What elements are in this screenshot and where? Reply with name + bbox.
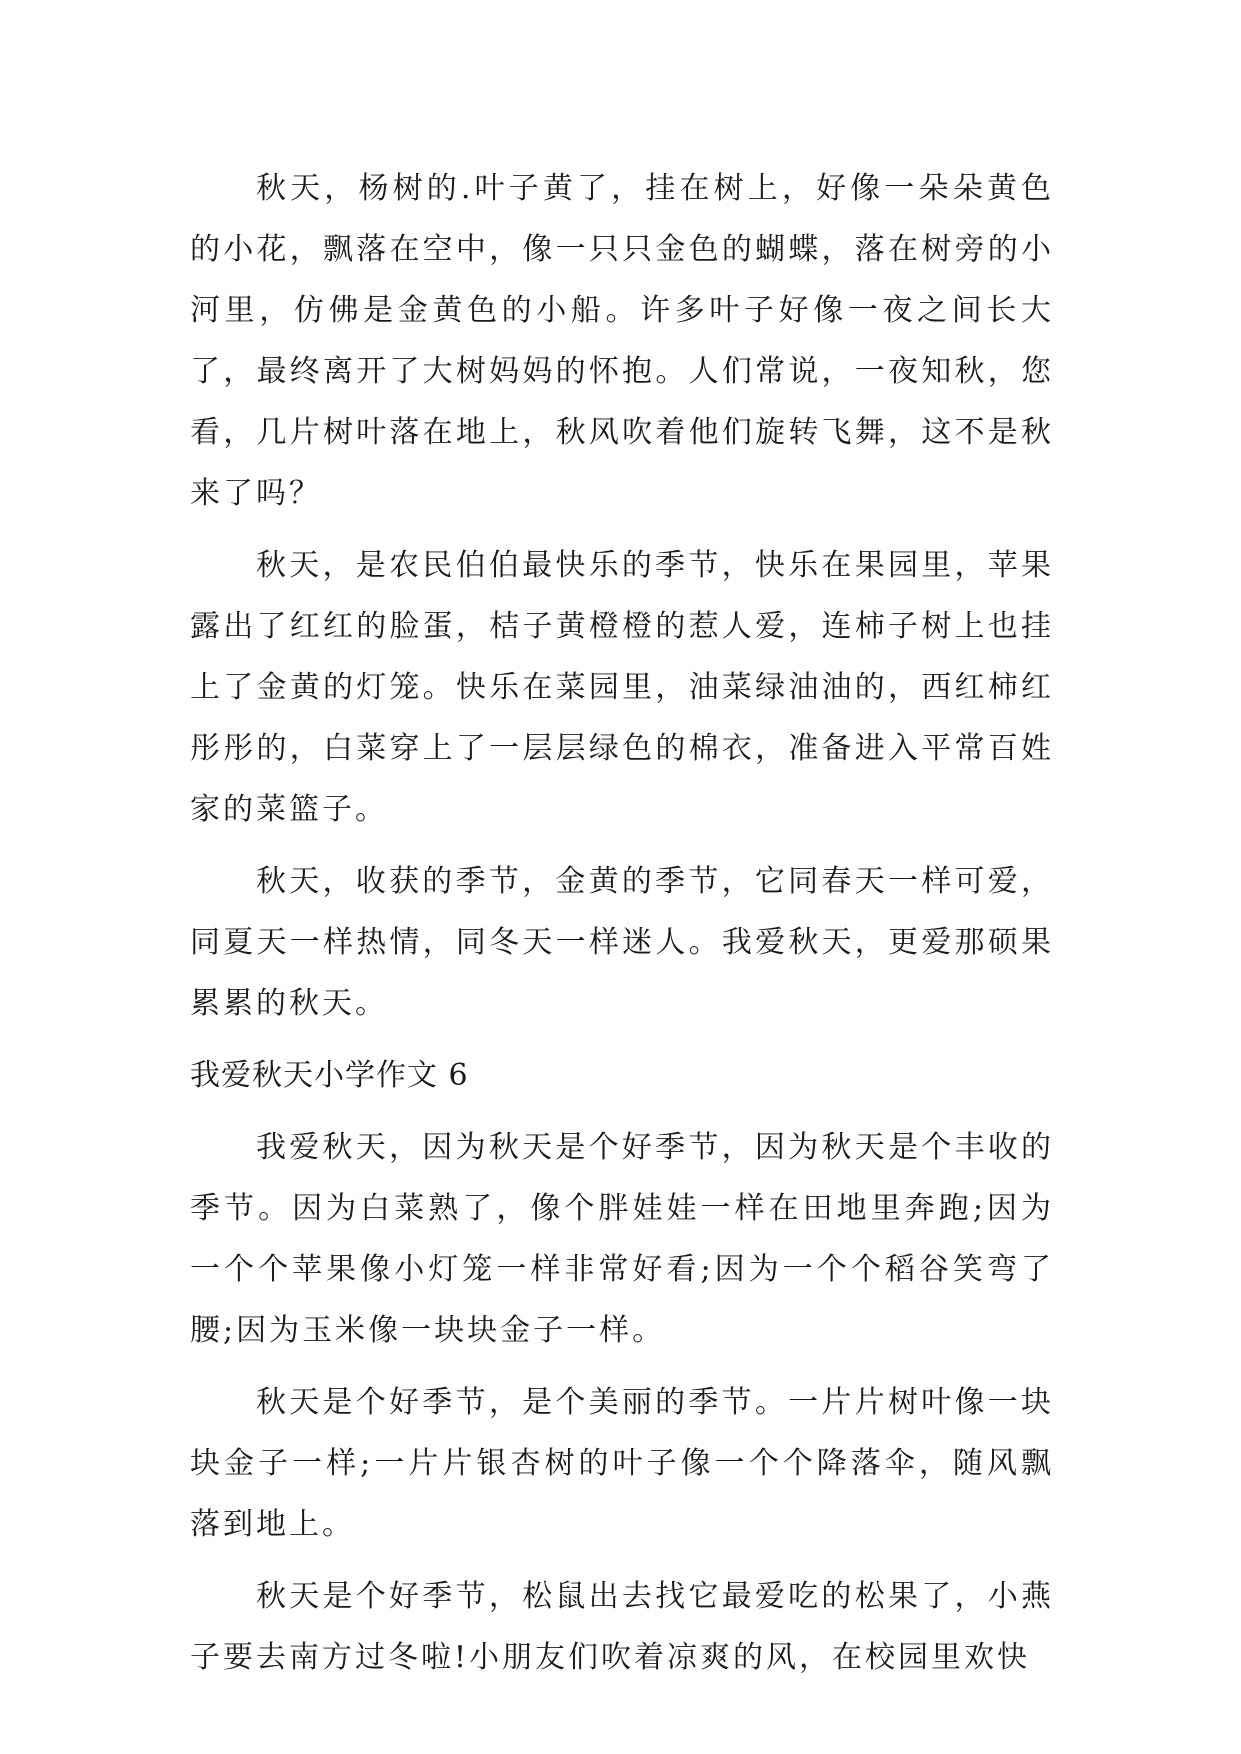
paragraph: 秋天，是农民伯伯最快乐的季节，快乐在果园里，苹果露出了红红的脸蛋，桔子黄橙橙的惹人爱，连柿子树上也挂上了金黄的灯笼。快乐在菜园里，油菜绿油油的，西红柿红彤彤的，白菜穿上了一层层绿色的棉衣，准备进入平常百姓家的菜篮子。: [190, 548, 1054, 827]
paragraph: 我爱秋天，因为秋天是个好季节，因为秋天是个丰收的季节。因为白菜熟了，像个胖娃娃一样在田地里奔跑;因为一个个苹果像小灯笼一样非常好看;因为一个个稻谷笑弯了腰;因为玉米像一块块金子一样。: [190, 1130, 1054, 1348]
paragraph: 秋天，杨树的.叶子黄了，挂在树上，好像一朵朵黄色的小花，飘落在空中，像一只只金色的蝴蝶，落在树旁的小河里，仿佛是金黄色的小船。许多叶子好像一夜之间长大了，最终离开了大树妈妈的怀抱。人们常说，一夜知秋，您看，几片树叶落在地上，秋风吹着他们旋转飞舞，这不是秋来了吗？: [190, 171, 1054, 511]
section-title: 我爱秋天小学作文 6: [190, 1058, 469, 1093]
paragraph: 秋天，收获的季节，金黄的季节，它同春天一样可爱，同夏天一样热情，同冬天一样迷人。我爱秋天，更爱那硕果累累的秋天。: [190, 864, 1054, 1021]
paragraph: 秋天是个好季节，松鼠出去找它最爱吃的松果了，小燕子要去南方过冬啦!小朋友们吹着凉爽的风，在校园里欢快: [190, 1579, 1054, 1675]
paragraph: 秋天是个好季节，是个美丽的季节。一片片树叶像一块块金子一样;一片片银杏树的叶子像一个个降落伞，随风飘落到地上。: [190, 1385, 1054, 1542]
document-body: [190, 158, 1054, 1699]
